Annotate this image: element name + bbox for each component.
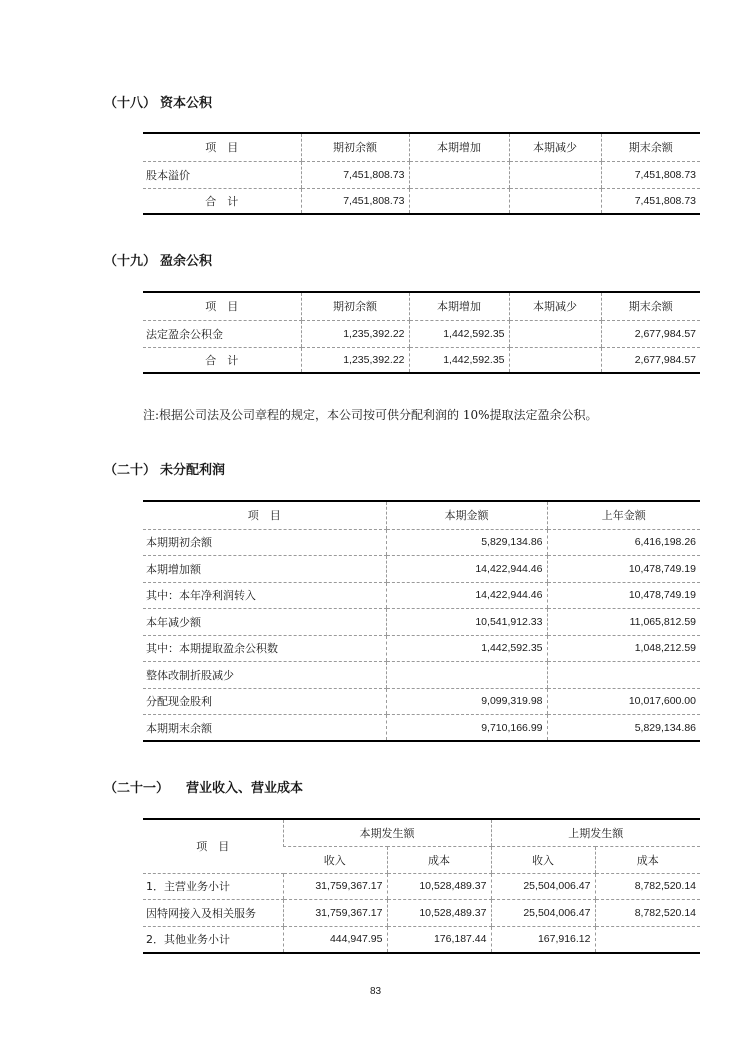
cell-value: 1,235,392.22 xyxy=(301,320,409,347)
column-header: 本期减少 xyxy=(509,292,601,320)
cell-value: 1,235,392.22 xyxy=(301,347,409,373)
column-header: 本期减少 xyxy=(509,133,601,161)
section-heading-surplus-reserve xyxy=(104,250,212,269)
table-row xyxy=(143,688,700,715)
column-header: 期末余额 xyxy=(601,133,700,161)
table-header-row xyxy=(143,292,700,320)
column-header: 本期增加 xyxy=(409,292,509,320)
cell-value: 9,099,319.98 xyxy=(386,688,547,715)
column-header: 本期增加 xyxy=(409,133,509,161)
cell-value: 1,442,592.35 xyxy=(409,320,509,347)
row-label: 因特网接入及相关服务 xyxy=(143,900,283,927)
cell-value: 14,422,944.46 xyxy=(386,582,547,609)
cell-value: 8,782,520.14 xyxy=(595,873,700,900)
revenue-cost-table xyxy=(143,818,700,954)
table-row xyxy=(143,662,700,689)
row-label: 其中：本期提取盈余公积数 xyxy=(143,635,386,662)
cell-value: 9,710,166.99 xyxy=(386,715,547,742)
sub-header: 收入 xyxy=(491,846,595,873)
cell-value xyxy=(386,662,547,689)
capital-reserve-table xyxy=(143,132,700,215)
table-header-row xyxy=(143,133,700,161)
cell-value: 10,528,489.37 xyxy=(387,873,491,900)
cell-value: 14,422,944.46 xyxy=(386,556,547,583)
cell-value: 2,677,984.57 xyxy=(601,320,700,347)
group-header: 上期发生额 xyxy=(491,819,700,846)
cell-value: 7,451,808.73 xyxy=(601,161,700,188)
section-heading-revenue-cost xyxy=(104,777,303,796)
cell-value: 25,504,006.47 xyxy=(491,900,595,927)
column-header: 期末余额 xyxy=(601,292,700,320)
surplus-reserve-table xyxy=(143,291,700,374)
row-label: 其中：本年净利润转入 xyxy=(143,582,386,609)
page-number: 83 xyxy=(369,986,382,997)
cell-value: 7,451,808.73 xyxy=(301,188,409,214)
section-heading-undistributed-profit xyxy=(104,459,225,478)
row-label: 本期期末余额 xyxy=(143,715,386,742)
undistributed-profit-table xyxy=(143,500,700,742)
column-header: 项 目 xyxy=(143,819,283,873)
cell-value: 31,759,367.17 xyxy=(283,873,387,900)
row-label: 合 计 xyxy=(143,347,301,373)
cell-value: 5,829,134.86 xyxy=(547,715,700,742)
column-header: 期初余额 xyxy=(301,292,409,320)
table-row xyxy=(143,926,700,953)
cell-value: 10,017,600.00 xyxy=(547,688,700,715)
sub-header: 收入 xyxy=(283,846,387,873)
cell-value: 10,528,489.37 xyxy=(387,900,491,927)
column-header: 项 目 xyxy=(143,501,386,529)
table-group-header-row xyxy=(143,819,700,846)
cell-value: 176,187.44 xyxy=(387,926,491,953)
table-row xyxy=(143,900,700,927)
cell-value: 31,759,367.17 xyxy=(283,900,387,927)
cell-value xyxy=(547,662,700,689)
row-label: 法定盈余公积金 xyxy=(143,320,301,347)
table-row xyxy=(143,556,700,583)
cell-value xyxy=(595,926,700,953)
cell-value: 1,048,212.59 xyxy=(547,635,700,662)
cell-value: 25,504,006.47 xyxy=(491,873,595,900)
cell-value: 1,442,592.35 xyxy=(409,347,509,373)
row-label: 合 计 xyxy=(143,188,301,214)
table-row xyxy=(143,873,700,900)
section-number: （二十一） xyxy=(104,781,170,796)
cell-value: 10,541,912.33 xyxy=(386,609,547,636)
cell-value xyxy=(509,188,601,214)
row-label: 股本溢价 xyxy=(143,161,301,188)
section-title: 盈余公积 xyxy=(160,254,213,269)
row-label: 1．主营业务小计 xyxy=(143,873,283,900)
section-heading-capital-reserve xyxy=(104,92,212,111)
cell-value: 5,829,134.86 xyxy=(386,529,547,556)
table-row xyxy=(143,635,700,662)
column-header: 项 目 xyxy=(143,292,301,320)
group-header: 本期发生额 xyxy=(283,819,491,846)
sub-header: 成本 xyxy=(595,846,700,873)
total-row xyxy=(143,188,700,214)
cell-value: 444,947.95 xyxy=(283,926,387,953)
cell-value: 7,451,808.73 xyxy=(601,188,700,214)
cell-value: 10,478,749.19 xyxy=(547,556,700,583)
table-row xyxy=(143,161,700,188)
cell-value: 7,451,808.73 xyxy=(301,161,409,188)
column-header: 期初余额 xyxy=(301,133,409,161)
table-header-row xyxy=(143,501,700,529)
table-row xyxy=(143,609,700,636)
section-title: 营业收入、营业成本 xyxy=(186,781,304,796)
row-label: 整体改制折股减少 xyxy=(143,662,386,689)
cell-value xyxy=(409,188,509,214)
section-title: 资本公积 xyxy=(160,96,213,111)
row-label: 本期增加额 xyxy=(143,556,386,583)
cell-value xyxy=(509,347,601,373)
table-row xyxy=(143,582,700,609)
table-row xyxy=(143,320,700,347)
section-number: （二十） xyxy=(104,463,157,478)
table-row xyxy=(143,529,700,556)
cell-value: 167,916.12 xyxy=(491,926,595,953)
column-header: 上年金额 xyxy=(547,501,700,529)
cell-value xyxy=(409,161,509,188)
total-row xyxy=(143,347,700,373)
section-title: 未分配利润 xyxy=(160,463,226,478)
row-label: 2．其他业务小计 xyxy=(143,926,283,953)
cell-value: 10,478,749.19 xyxy=(547,582,700,609)
column-header: 项 目 xyxy=(143,133,301,161)
cell-value xyxy=(509,320,601,347)
cell-value xyxy=(509,161,601,188)
section-number: （十九） xyxy=(104,254,157,269)
cell-value: 1,442,592.35 xyxy=(386,635,547,662)
row-label: 分配现金股利 xyxy=(143,688,386,715)
sub-header: 成本 xyxy=(387,846,491,873)
table-row xyxy=(143,715,700,742)
cell-value: 2,677,984.57 xyxy=(601,347,700,373)
cell-value: 11,065,812.59 xyxy=(547,609,700,636)
row-label: 本期期初余额 xyxy=(143,529,386,556)
row-label: 本年减少额 xyxy=(143,609,386,636)
cell-value: 6,416,198.26 xyxy=(547,529,700,556)
surplus-reserve-note: 注:根据公司法及公司章程的规定，本公司按可供分配利润的 10%提取法定盈余公积。 xyxy=(143,408,598,422)
column-header: 本期金额 xyxy=(386,501,547,529)
cell-value: 8,782,520.14 xyxy=(595,900,700,927)
section-number: （十八） xyxy=(104,96,157,111)
